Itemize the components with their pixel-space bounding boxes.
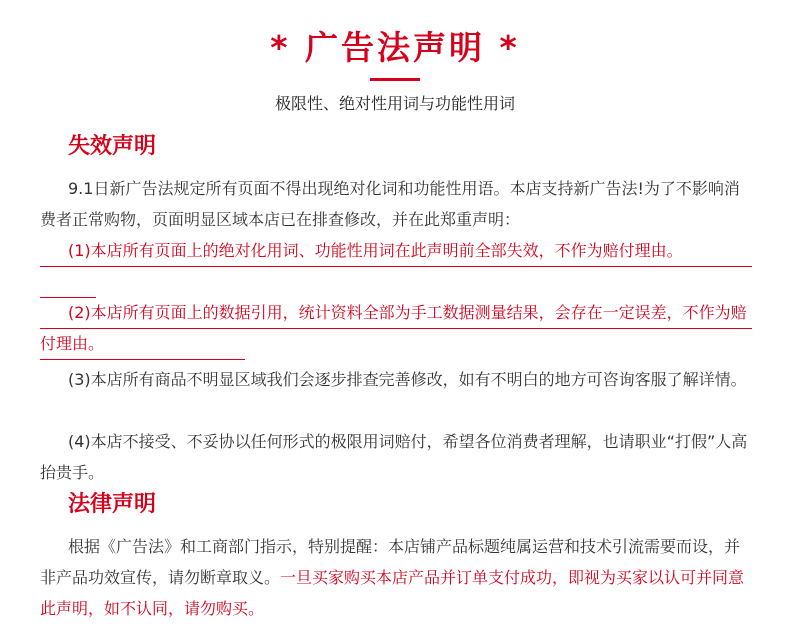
clause-2-underline-end [40, 359, 245, 360]
clause-4: (4)本店不接受、不妥协以任何形式的极限用词赔付，希望各位消费者理解，也请职业“打假”人高抬贵手。 [40, 432, 748, 482]
title-underline [370, 78, 420, 81]
clause-3: (3)本店所有商品不明显区域我们会逐步排查完善修改，如有不明白的地方可咨询客服了解详情。 [68, 370, 747, 389]
legal-paragraph [40, 531, 752, 624]
clause-2: (2)本店所有页面上的数据引用，统计资料全部为手工数据测量结果，会存在一定误差，不作为赔付理由。 [40, 303, 747, 353]
page-subtitle: 极限性、绝对性用词与功能性用词 [274, 94, 515, 113]
legal-text-normal: 根据《广告法》和工商部门指示，特别提醒：本店铺产品标题纯属运营和技术引流需要而设，并非产品功效宣传，请勿断章取义。 [40, 537, 741, 587]
clause-1: (1)本店所有页面上的绝对化用词、功能性用词在此声明前全部失效，不作为赔付理由。 [68, 241, 683, 260]
page-title: * 广告法声明 * [270, 28, 520, 67]
clause-2-underline [40, 328, 752, 329]
section-heading-legal: 法律声明 [68, 492, 157, 517]
intro-paragraph: 9.1日新广告法规定所有页面不得出现绝对化词和功能性用语。本店支持新广告法!为了不影响消费者正常购物，页面明显区域本店已在排查修改，并在此郑重声明： [40, 179, 740, 229]
section-heading-invalidation: 失效声明 [68, 134, 157, 159]
legal-text-red: 一旦买家购买本店产品并订单支付成功，即视为买家以认可并同意此声明，如不认同，请勿购买。 [40, 568, 745, 618]
clause-1-underline [40, 266, 752, 267]
